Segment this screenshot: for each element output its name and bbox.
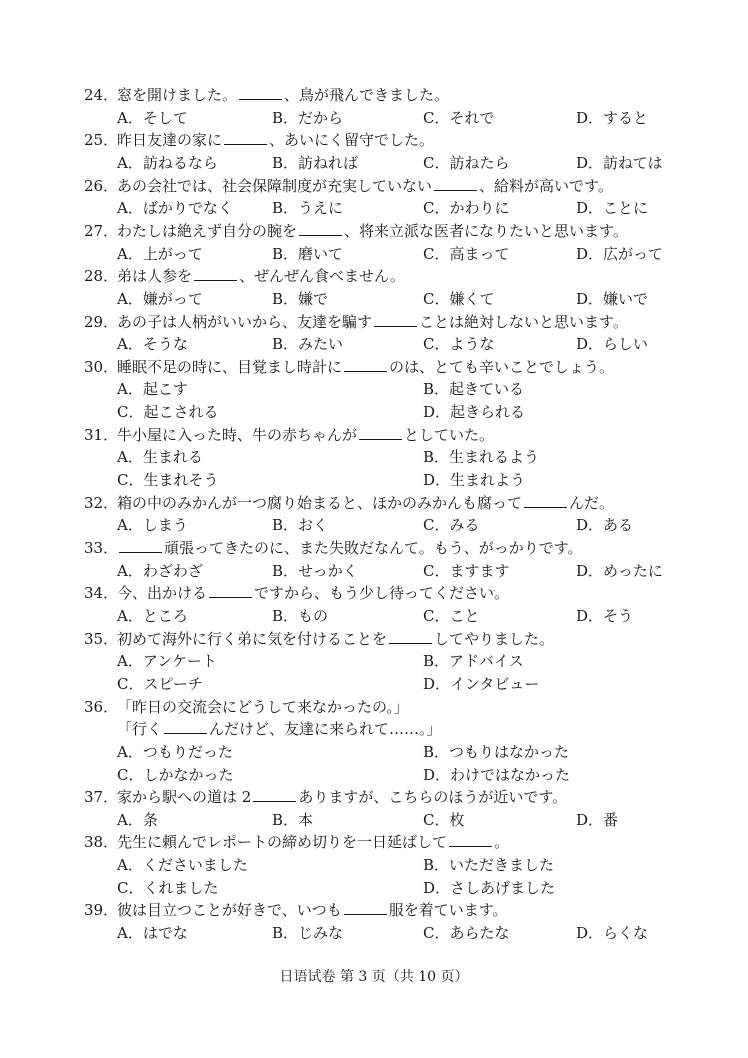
answer-blank	[224, 130, 267, 145]
option-c: C．嫌くて	[423, 289, 495, 308]
answer-blank	[524, 493, 567, 508]
option-d: D．生まれよう	[423, 471, 526, 489]
options-row	[0, 198, 748, 218]
option-c: C．生まれそう	[117, 471, 219, 489]
option-b: B．もの	[272, 606, 329, 625]
question-stem	[117, 583, 509, 603]
question-number: 36．	[84, 697, 119, 716]
answer-blank	[194, 266, 237, 281]
question-stem	[117, 832, 509, 852]
question-text-part: 睡眠不足の時に、目覚まし時計に	[117, 357, 343, 376]
question-stem	[117, 425, 494, 445]
answer-blank	[449, 832, 492, 847]
option-a: A．嫌がって	[117, 289, 203, 308]
option-d: D．訪ねては	[576, 153, 663, 172]
footer-subject: 日语试卷	[279, 969, 336, 985]
question-text-part: わたしは絶えず自分の腕を	[117, 221, 298, 240]
option-b: B．だから	[272, 108, 344, 127]
option-a: A．はでな	[117, 924, 188, 942]
option-b: B．嫌で	[272, 289, 329, 308]
question-text-part: 、将来立派な医者になりたいと思います。	[344, 221, 628, 240]
question-stem	[117, 266, 405, 286]
options-row	[0, 765, 748, 785]
option-a: A．条	[117, 810, 158, 829]
answer-blank	[299, 221, 342, 236]
option-d: D．らしい	[576, 335, 649, 354]
question-text-part: 牛小屋に入った時、牛の赤ちゃんが	[117, 425, 358, 444]
option-c: C．こと	[423, 606, 480, 625]
option-c: C．ような	[423, 335, 495, 354]
question-text-part: 初めて海外に行く弟に気を付けることを	[117, 629, 388, 648]
option-c: C．それで	[423, 108, 495, 127]
question-number: 38．	[84, 833, 119, 852]
options-row	[0, 402, 748, 422]
question-text-part: ですから、もう少し待ってください。	[254, 584, 510, 603]
option-a: A．くださいました	[117, 856, 248, 875]
option-b: B．つもりはなかった	[423, 742, 570, 761]
option-b: B．おく	[272, 516, 329, 535]
option-c: C．高まって	[423, 244, 510, 263]
option-d: D．めったに	[576, 561, 663, 580]
question-stem	[117, 900, 508, 920]
options-row	[0, 447, 748, 467]
question-38	[0, 832, 748, 852]
question-stem	[117, 493, 614, 513]
question-25	[0, 130, 748, 150]
options-row	[0, 561, 748, 581]
question-text-part: 、鳥が飛んできました。	[284, 86, 450, 104]
footer-page-number: 第 3 页	[339, 969, 386, 985]
option-d: D．わけではなかった	[423, 765, 571, 784]
question-number: 28．	[84, 267, 119, 286]
question-number: 37．	[84, 788, 119, 807]
question-text-part: 「行く	[117, 720, 163, 739]
question-39	[0, 900, 748, 920]
option-c: C．みる	[423, 516, 480, 535]
question-28	[0, 266, 748, 286]
question-number: 30．	[84, 357, 119, 376]
question-text-part: 家から駅への道は 2	[117, 788, 252, 807]
question-24	[0, 85, 748, 105]
option-d: D．ことに	[576, 199, 649, 218]
options-row	[0, 515, 748, 535]
question-stem	[117, 176, 613, 196]
options-row	[0, 674, 748, 694]
option-c: C．くれました	[117, 878, 219, 897]
options-row	[0, 606, 748, 626]
question-number: 32．	[84, 493, 119, 512]
question-stem	[117, 629, 554, 649]
question-33	[0, 538, 748, 558]
question-text-part: 弟は人参を	[117, 267, 193, 286]
question-text-part: あの子は人柄がいいから、友達を騙す	[117, 312, 373, 331]
option-d: D．嫌いで	[576, 289, 649, 308]
options-row	[0, 651, 748, 671]
question-27	[0, 221, 748, 241]
option-d: D．インタビュー	[423, 674, 540, 693]
option-d: D．広がって	[576, 244, 664, 263]
question-text-part: ことは絶対しないと思います。	[419, 312, 628, 331]
option-d: D．起きられる	[423, 403, 526, 422]
option-a: A．わざわざ	[117, 561, 203, 580]
answer-blank	[209, 583, 252, 598]
question-stem-line-2	[117, 719, 442, 739]
answer-blank	[344, 900, 387, 915]
option-c: C．枚	[423, 810, 465, 829]
option-b: B．せっかく	[272, 561, 358, 580]
options-row	[0, 878, 748, 898]
question-number: 27．	[84, 221, 119, 240]
answer-blank	[359, 425, 402, 440]
question-text-part: 頑張ってきたのに、また失敗だなんて。もう、がっかりです。	[164, 539, 583, 557]
answer-blank	[344, 357, 387, 372]
options-row	[0, 923, 748, 943]
option-b: B．みたい	[272, 335, 344, 354]
question-stem	[117, 130, 434, 150]
question-26	[0, 176, 748, 196]
question-number: 31．	[84, 425, 119, 444]
options-row	[0, 470, 748, 490]
option-a: A．生まれる	[117, 448, 203, 467]
question-text-part: 先生に頼んでレポートの締め切りを一日延ばして	[117, 833, 448, 852]
option-a: A．ところ	[117, 606, 188, 625]
question-number: 29．	[84, 312, 119, 331]
question-text-part: してやりました。	[434, 629, 555, 648]
question-text-part: 、給料が高いです。	[479, 176, 613, 195]
question-number: 39．	[84, 901, 119, 920]
option-a: A．上がって	[117, 244, 203, 263]
option-b: B．訪ねれば	[272, 153, 359, 172]
question-35	[0, 629, 748, 649]
question-stem	[117, 221, 628, 241]
option-b: B．生まれるよう	[423, 448, 540, 467]
question-text-part: としていた。	[404, 425, 495, 444]
option-c: C．しかなかった	[117, 765, 234, 784]
option-a: A．アンケート	[117, 652, 217, 671]
options-row	[0, 855, 748, 875]
question-31	[0, 425, 748, 445]
options-row	[0, 742, 748, 762]
answer-blank	[434, 176, 477, 191]
option-a: A．そうな	[117, 335, 188, 354]
question-32	[0, 493, 748, 513]
option-b: B．磨いて	[272, 244, 344, 263]
question-number: 25．	[84, 131, 119, 150]
question-text-part: 箱の中のみかんが一つ腐り始まると、ほかのみかんも腐って	[117, 493, 523, 512]
option-a: A．ばかりでなく	[117, 199, 233, 218]
question-text-part: 彼は目立つことが好きで、いつも	[117, 901, 342, 920]
option-a: A．起こす	[117, 380, 188, 399]
question-stem	[117, 85, 449, 105]
question-text-part: んだけど、友達に来られて……。」	[209, 720, 442, 739]
option-b: B．起きている	[423, 380, 525, 399]
question-30	[0, 357, 748, 377]
question-text-part: あの会社では、社会保障制度が充実していない	[117, 176, 433, 195]
question-stem	[117, 312, 628, 332]
question-36	[0, 697, 748, 717]
question-number: 33．	[84, 539, 119, 557]
options-row	[0, 289, 748, 309]
question-text-part: のは、とても辛いことでしょう。	[389, 357, 615, 376]
question-text-part: 「昨日の交流会にどうして来なかったの。」	[117, 697, 409, 716]
option-b: B．本	[272, 810, 314, 829]
question-text-part: 、ぜんぜん食べません。	[239, 267, 405, 286]
question-number: 34．	[84, 584, 119, 603]
option-b: B．うえに	[272, 199, 344, 218]
question-number: 24．	[84, 86, 119, 104]
options-row	[0, 379, 748, 399]
option-c: C．スピーチ	[117, 674, 203, 693]
option-c: C．訪ねたら	[423, 153, 510, 172]
answer-blank	[253, 787, 296, 802]
footer-total-pages: （共 10 页）	[385, 969, 469, 985]
option-c: C．ますます	[423, 561, 510, 580]
question-34	[0, 583, 748, 603]
question-37	[0, 787, 748, 807]
options-row	[0, 334, 748, 354]
option-a: A．訪ねるなら	[117, 153, 218, 172]
options-row	[0, 153, 748, 173]
question-stem	[117, 357, 614, 377]
option-c: C．あらたな	[423, 924, 510, 942]
question-text-part: 。	[494, 833, 510, 852]
option-d: D．さしあげました	[423, 878, 556, 897]
question-number: 26．	[84, 176, 119, 195]
question-text-part: 昨日友達の家に	[117, 131, 223, 150]
option-a: A．しまう	[117, 516, 188, 535]
answer-blank	[164, 719, 207, 734]
question-stem	[117, 538, 583, 558]
answer-blank	[239, 85, 282, 100]
option-d: D．番	[576, 810, 619, 829]
option-b: B．いただきました	[423, 856, 555, 875]
option-c: C．かわりに	[423, 199, 510, 218]
question-text-part: 、あいにく留守でした。	[269, 131, 435, 150]
question-text-part: ありますが、こちらのほうが近いです。	[298, 788, 568, 807]
options-row	[0, 108, 748, 128]
option-d: D．すると	[576, 108, 649, 127]
option-a: A．つもりだった	[117, 742, 233, 761]
answer-blank	[389, 629, 432, 644]
option-d: D．そう	[576, 606, 634, 625]
question-text-part: 窓を開けました。	[117, 86, 238, 104]
answer-blank	[374, 312, 417, 327]
question-29	[0, 312, 748, 332]
option-a: A．そして	[117, 108, 188, 127]
option-d: D．ある	[576, 516, 634, 535]
question-36-line-2	[0, 719, 748, 739]
question-text-part: んだ。	[569, 493, 615, 512]
option-d: D．らくな	[576, 924, 649, 942]
question-stem	[117, 697, 409, 717]
options-row	[0, 810, 748, 830]
options-row	[0, 244, 748, 264]
question-text-part: 今、出かける	[117, 584, 208, 603]
question-number: 35．	[84, 629, 119, 648]
question-stem	[117, 787, 567, 807]
option-b: B．じみな	[272, 924, 344, 942]
question-text-part: 服を着ています。	[388, 901, 508, 920]
answer-blank	[119, 538, 162, 553]
page-footer	[0, 967, 748, 987]
option-b: B．アドバイス	[423, 652, 524, 671]
option-c: C．起こされる	[117, 403, 219, 422]
